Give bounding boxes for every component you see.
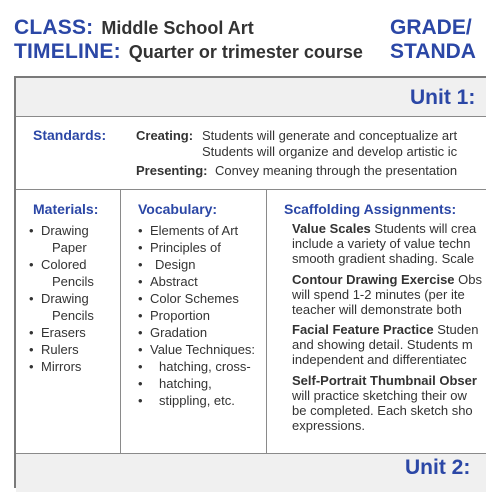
vocab-item-cont: • stippling, etc. <box>138 392 255 409</box>
material-item: • Colored <box>29 256 94 273</box>
assignment-4-line-2: will practice sketching their ow <box>292 388 467 403</box>
assignment-1-line-1: Value Scales Students will crea <box>292 221 477 236</box>
assignment-4-line-4: expressions. <box>292 418 365 433</box>
unit1-title: Unit 1: <box>410 86 476 109</box>
material-item: • Mirrors <box>29 358 94 375</box>
materials-label: Materials: <box>33 201 99 217</box>
column-divider-1 <box>120 190 121 453</box>
creating-line-1: Students will generate and conceptualize art <box>202 128 458 143</box>
assignment-3-line-2: and showing detail. Students m <box>292 337 473 352</box>
class-label: CLASS: <box>14 16 94 39</box>
assignment-3-line-3: independent and differentiatec <box>292 352 467 367</box>
material-item-cont: Pencils <box>52 274 94 289</box>
vocab-item: • Principles of <box>138 239 255 256</box>
vocab-item-cont: • hatching, <box>138 375 255 392</box>
material-item-cont: Paper <box>52 240 87 255</box>
assignment-3-line-1: Facial Feature Practice Studen <box>292 322 479 337</box>
materials-list <box>29 222 94 375</box>
presenting-text: Convey meaning through the presentation <box>215 163 458 178</box>
material-item-cont: Pencils <box>52 308 94 323</box>
class-row <box>14 16 254 40</box>
vocab-item: • Color Schemes <box>138 290 255 307</box>
vocabulary-label: Vocabulary: <box>138 201 218 217</box>
vocabulary-list <box>138 222 255 409</box>
creating-line-2: Students will organize and develop artistic ic <box>202 144 458 159</box>
vocab-item: • Gradation <box>138 324 255 341</box>
assignment-1-line-3: smooth gradient shading. Scale <box>292 251 475 266</box>
vocab-item-cont: • hatching, cross- <box>138 358 255 375</box>
assignment-2-line-3: teacher will demonstrate both <box>292 302 462 317</box>
assignment-1-line-2: include a variety of value techn <box>292 236 471 251</box>
material-item: • Drawing <box>29 290 94 307</box>
timeline-label: TIMELINE: <box>14 40 121 63</box>
class-value: Middle School Art <box>101 18 254 38</box>
assignment-4-line-1: Self-Portrait Thumbnail Obser <box>292 373 477 388</box>
presenting-label: Presenting: <box>136 163 208 178</box>
assignment-4-line-3: be completed. Each sketch sho <box>292 403 473 418</box>
vocab-item-cont: • Design <box>138 256 255 273</box>
vocab-item: • Abstract <box>138 273 255 290</box>
vocab-item: • Elements of Art <box>138 222 255 239</box>
material-item: • Drawing <box>29 222 94 239</box>
creating-label: Creating: <box>136 128 194 143</box>
timeline-value: Quarter or trimester course <box>128 42 363 62</box>
scaffolding-label: Scaffolding Assignments: <box>284 201 457 217</box>
assignment-2-line-2: will spend 1-2 minutes (per ite <box>292 287 465 302</box>
unit2-title: Unit 2: <box>405 456 471 479</box>
material-item: • Erasers <box>29 324 94 341</box>
standards-header-label: STANDA <box>390 40 476 63</box>
column-divider-2 <box>266 190 267 453</box>
standards-label: Standards: <box>33 127 107 143</box>
standards-divider <box>16 189 486 190</box>
material-item: • Rulers <box>29 341 94 358</box>
assignment-2-line-1: Contour Drawing Exercise Obs <box>292 272 483 287</box>
vocab-item: • Value Techniques: <box>138 341 255 358</box>
timeline-row <box>14 40 363 64</box>
vocab-item: • Proportion <box>138 307 255 324</box>
grade-label: GRADE/ <box>390 16 472 39</box>
